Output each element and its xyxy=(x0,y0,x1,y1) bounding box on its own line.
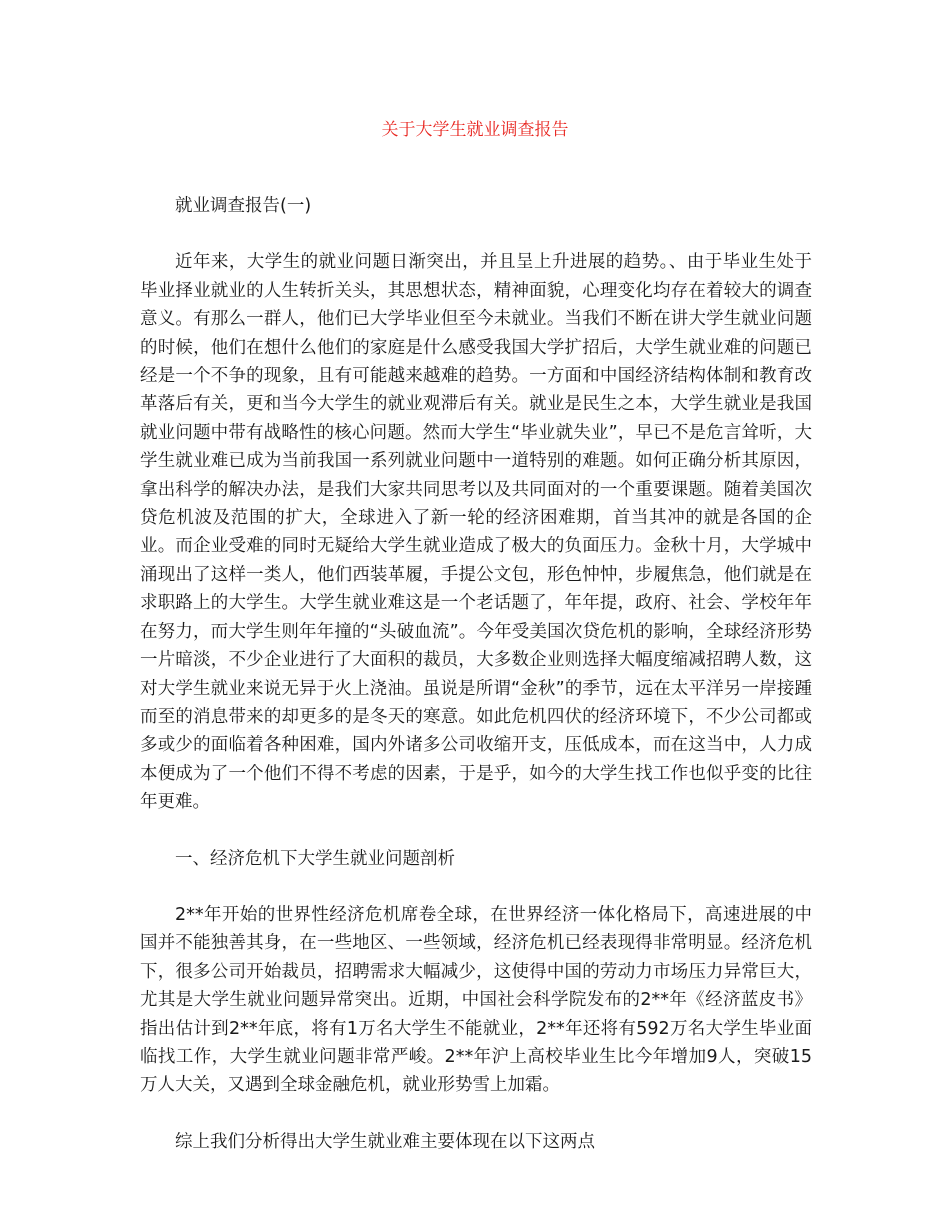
section-heading-1: 一、经济危机下大学生就业问题剖析 xyxy=(175,848,455,869)
document-body xyxy=(140,192,812,1184)
document-title: 关于大学生就业调查报告 xyxy=(381,120,569,140)
paragraph-introduction: 近年来，大学生的就业问题日渐突出，并且呈上升进展的趋势。、由于毕业生处于毕业择业就业的人生转折关头，其思想状态，精神面貌，心理变化均存在着较大的调查意义。有那么一群人，他们已大学毕业但至今未就业。当我们不断在讲大学生就业问题的时候，他们在想什么他们的家庭是什么感受我国大学扩招后，大学生就业难的问题已经是一个不争的现象，且有可能越来越难的趋势。一方面和中国经济结构体制和教育改革落后有关，更和当今大学生的就业观滞后有关。就业是民生之本，大学生就业是我国就业问题中带有战略性的核心问题。然而大学生“毕业就失业”，早已不是危言耸听，大学生就业难已成为当前我国一系列就业问题中一道特别的难题。如何正确分析其原因，拿出科学的解决办法，是我们大家共同思考以及共同面对的一个重要课题。随着美国次贷危机波及范围的扩大，全球进入了新一轮的经济困难期，首当其冲的就是各国的企业。而企业受难的同时无疑给大学生就业造成了极大的负面压力。金秋十月，大学城中涌现出了这样一类人，他们西装革履，手提公文包，形色忡忡，步履焦急，他们就是在求职路上的大学生。大学生就业难这是一个老话题了，年年提，政府、社会、学校年年在努力，而大学生则年年撞的“头破血流”。今年受美国次贷危机的影响，全球经济形势一片暗淡，不少企业进行了大面积的裁员，大多数企业则选择大幅度缩减招聘人数，这对大学生就业来说无异于火上浇油。虽说是所谓“金秋”的季节，远在太平洋另一岸接踵而至的消息带来的却更多的是冬天的寒意。如此危机四伏的经济环境下，不少公司都或多或少的面临着各种困难，国内外诸多公司收缩开支，压低成本，而在这当中，人力成本便成为了一个他们不得不考虑的因素，于是乎，如今的大学生找工作也似乎变的比往年更难。 xyxy=(140,252,812,813)
paragraph-economic-crisis: 2**年开始的世界性经济危机席卷全球，在世界经济一体化格局下，高速进展的中国并不能独善其身，在一些地区、一些领域，经济危机已经表现得非常明显。经济危机下，很多公司开始裁员，招聘需求大幅减少，这使得中国的劳动力市场压力异常巨大，尤其是大学生就业问题异常突出。近期，中国社会科学院发布的2**年《经济蓝皮书》指出估计到2**年底，将有1万名大学生不能就业，2**年还将有592万名大学生毕业面临找工作，大学生就业问题非常严峻。2**年沪上高校毕业生比今年增加9人，突破15万人大关，又遇到全球金融危机，就业形势雪上加霜。 xyxy=(140,904,812,1096)
paragraph-summary: 综上我们分析得出大学生就业难主要体现在以下这两点 xyxy=(175,1131,595,1152)
report-subtitle: 就业调查报告(一) xyxy=(175,196,312,216)
